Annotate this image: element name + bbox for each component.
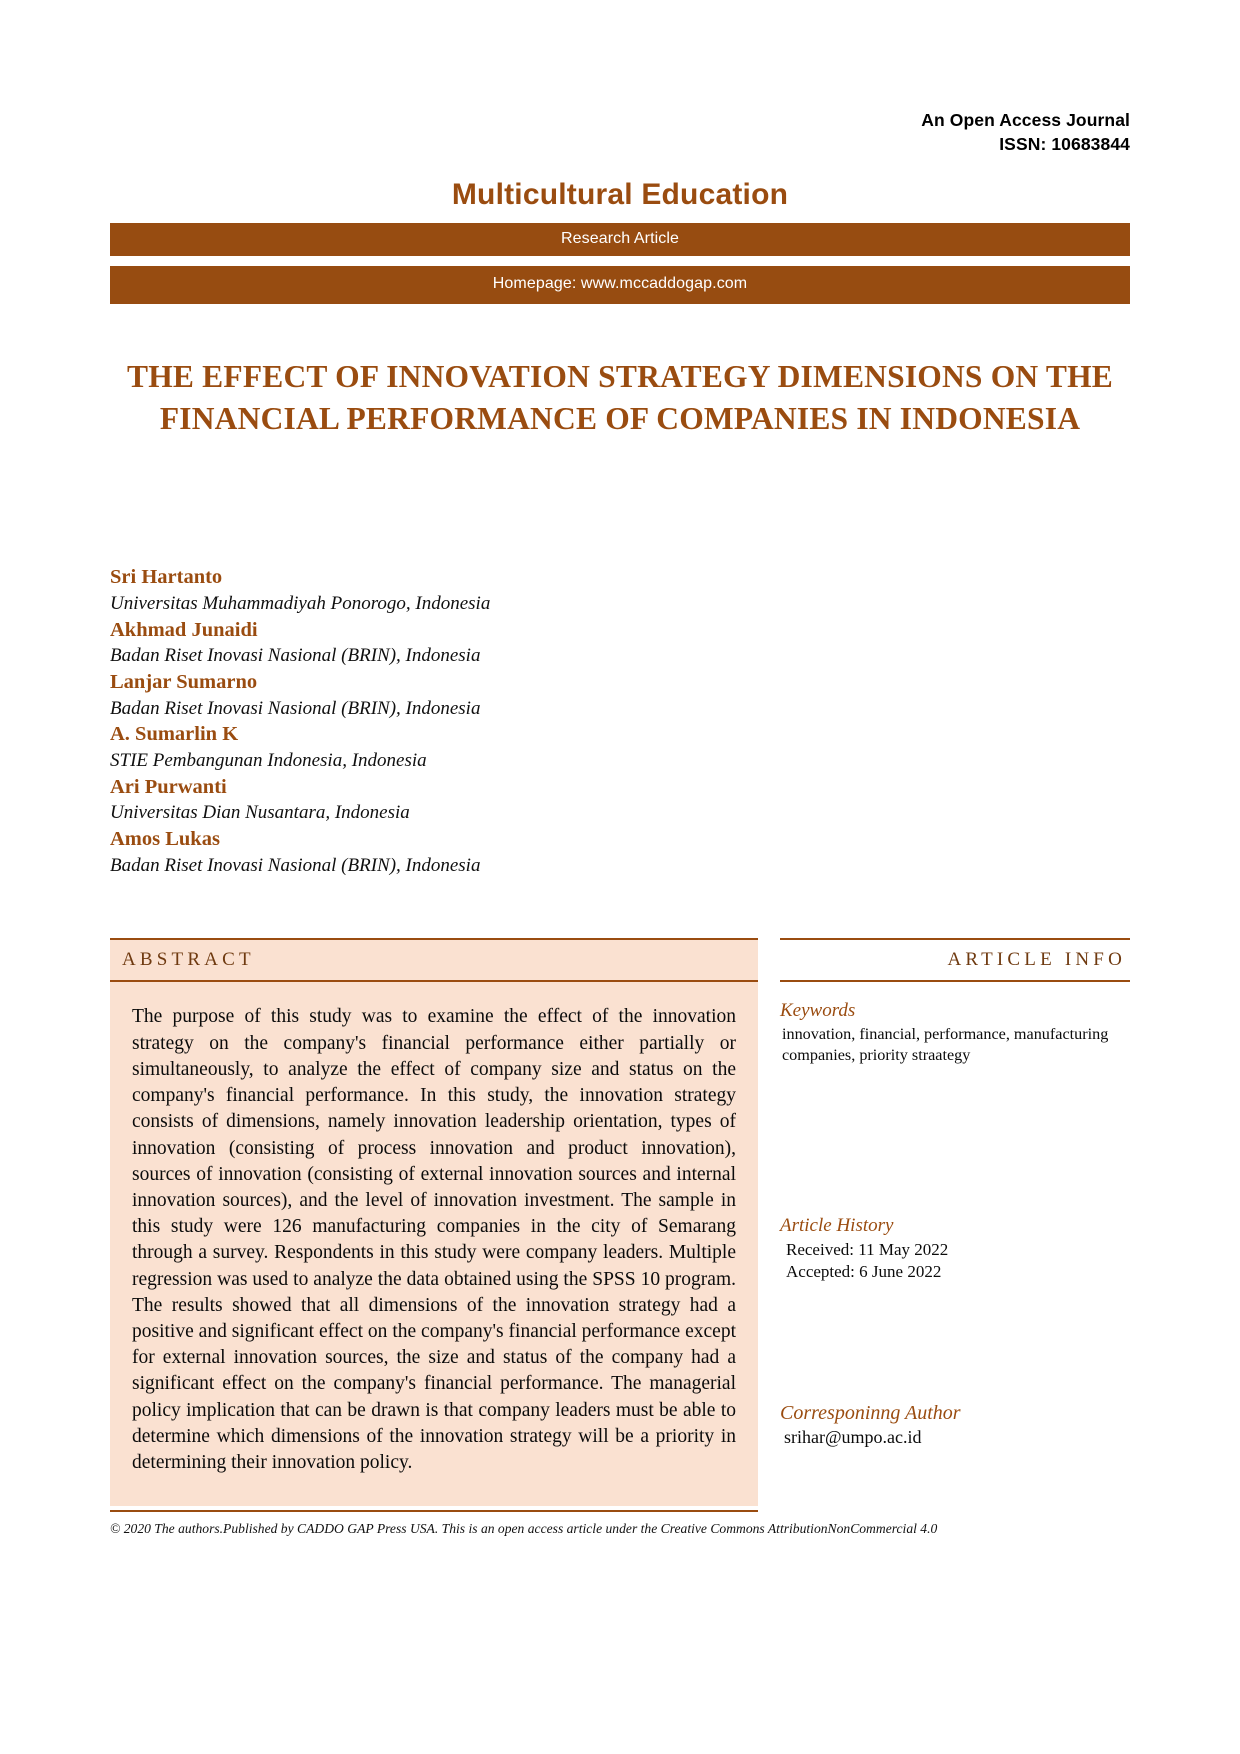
author-affiliation: Universitas Dian Nusantara, Indonesia (110, 802, 410, 824)
corresponding-author-group (780, 1401, 1130, 1449)
article-info-column (758, 938, 1130, 1506)
article-history-label: Article History (780, 1215, 894, 1237)
author-entry (110, 564, 1130, 616)
article-type-bar: Research Article (110, 223, 1130, 256)
author-affiliation: Universitas Muhammadiyah Ponorogo, Indonesia (110, 593, 491, 615)
received-date: Received: 11 May 2022 (786, 1239, 949, 1259)
author-affiliation: Badan Riset Inovasi Nasional (BRIN), Indonesia (110, 645, 481, 667)
author-name: Amos Lukas (110, 828, 220, 851)
keywords-label: Keywords (780, 1000, 856, 1022)
masthead-meta (110, 108, 1130, 156)
keywords-text: innovation, financial, performance, manufacturing companies, priority straategy (782, 1025, 1109, 1064)
homepage-bar[interactable]: Homepage: www.mccaddogap.com (110, 266, 1130, 304)
journal-name: Multicultural Education (451, 178, 789, 212)
author-name: Lanjar Sumarno (110, 671, 258, 694)
article-history-group (780, 1215, 1130, 1283)
abstract-text: The purpose of this study was to examine the effect of the innovation strategy on the company's financial performance either partially or simultaneously, to analyze the effect of company size and status on the company's financial performance. In this study, the innovation strategy consists of dimensions, namely innovation leadership orientation, types of innovation (consisting of process innovation and product innovation), sources of innovation (consisting of external innovation sources and internal innovation sources), and the level of innovation investment. The sample in this study were 126 manufacturing companies in the city of Semarang through a survey. Respondents in this study were company leaders. Multiple regression was used to analyze the data obtained using the SPSS 10 program. The results showed that all dimensions of the innovation strategy had a positive and significant effect on the company's financial performance except for external innovation sources, the size and status of the company had a significant effect on the company's financial performance. The managerial policy implication that can be drawn is that company leaders must be able to determine which dimensions of the innovation strategy will be a priority in determining their innovation policy. (132, 1006, 736, 1474)
author-name: Akhmad Junaidi (110, 618, 258, 641)
corresponding-author-label: Corresponinng Author (780, 1402, 961, 1424)
author-entry (110, 669, 1130, 721)
copyright-notice: © 2020 The authors.Published by CADDO GAP Press USA. This is an open access article under the Creative Commons AttributionNonCommercial 4.0 (110, 1521, 938, 1537)
author-entry (110, 774, 1130, 826)
author-entry (110, 826, 1130, 878)
corresponding-author-email[interactable]: srihar@umpo.ac.id (784, 1427, 922, 1447)
footer-divider (110, 1510, 758, 1512)
author-name: Sri Hartanto (110, 566, 223, 589)
abstract-column (110, 938, 758, 1506)
author-affiliation: Badan Riset Inovasi Nasional (BRIN), Indonesia (110, 697, 481, 719)
open-access-label: An Open Access Journal (921, 110, 1130, 130)
author-name: A. Sumarlin K (110, 723, 239, 746)
author-entry (110, 721, 1130, 773)
author-affiliation: Badan Riset Inovasi Nasional (BRIN), Indonesia (110, 854, 481, 876)
author-list (110, 564, 1130, 878)
accepted-date: Accepted: 6 June 2022 (786, 1261, 942, 1281)
article-info-body (780, 982, 1130, 1448)
keywords-group (780, 1000, 1130, 1065)
page-title: THE EFFECT OF INNOVATION STRATEGY DIMENSIONS ON THE FINANCIAL PERFORMANCE OF COMPANIES IN INDONESIA (126, 359, 1114, 436)
abstract-info-block (110, 938, 1130, 1506)
issn-label: ISSN: 10683844 (999, 134, 1130, 155)
author-name: Ari Purwanti (110, 775, 227, 798)
author-affiliation: STIE Pembangunan Indonesia, Indonesia (110, 750, 427, 772)
author-entry (110, 617, 1130, 669)
abstract-heading: ABSTRACT (110, 938, 758, 982)
article-info-heading: ARTICLE INFO (780, 938, 1130, 982)
